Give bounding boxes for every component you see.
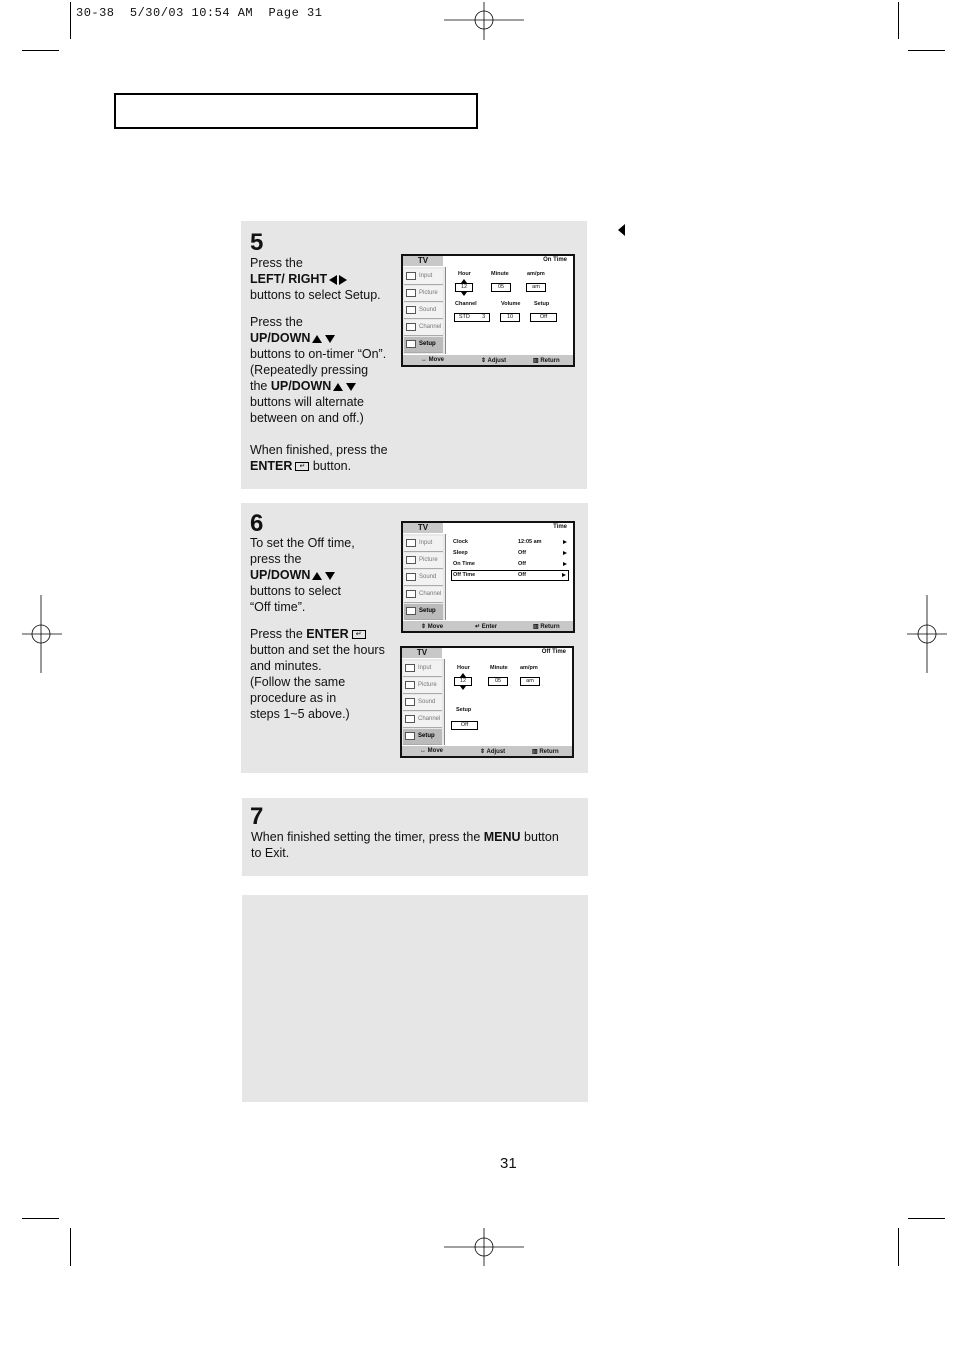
osd-menu-picture: [404, 553, 443, 569]
text-span: When finished setting the timer, press the: [251, 830, 484, 844]
osd-menu-sound: [404, 303, 443, 319]
hint-label: Move: [427, 624, 444, 630]
bold-text: UP/DOWN: [250, 568, 311, 582]
channel-label: Channel: [455, 301, 477, 307]
text-span: the: [250, 379, 271, 393]
text-line: button and set the hours: [250, 643, 385, 657]
hint-label: Return: [540, 624, 560, 630]
tv-label: TV: [402, 648, 442, 658]
text-line: To set the Off time,: [250, 536, 355, 550]
text-line: buttons to select: [250, 584, 342, 598]
enter-hint: ↵ Enter: [475, 624, 498, 630]
step-6-panel: [241, 503, 588, 773]
text-line: steps 1~5 above.): [250, 707, 350, 721]
move-hint: ⇕ Move: [421, 624, 444, 630]
return-hint: ▥ Return: [533, 358, 560, 364]
osd-sidebar: [403, 534, 446, 620]
screen-title: Off Time: [541, 649, 566, 655]
bold-text: UP/DOWN: [270, 379, 332, 393]
menu-label: Picture: [419, 290, 438, 296]
step-number: 6: [250, 510, 264, 537]
hour-label: Hour: [458, 271, 471, 277]
input-icon: [406, 539, 416, 547]
row-value: 12:05 am: [518, 539, 542, 545]
menu-label: Picture: [418, 682, 437, 688]
menu-label: Sound: [418, 699, 436, 705]
input-icon: [405, 664, 415, 672]
hint-label: Move: [427, 748, 444, 754]
text-line: (Follow the same: [250, 675, 346, 689]
text-line: to Exit.: [251, 846, 290, 860]
menu-label: Channel: [418, 716, 441, 722]
step-5-panel: [241, 221, 587, 489]
text-line: [250, 626, 400, 642]
step-7-panel: [242, 798, 588, 876]
minute-field: 05: [488, 677, 508, 686]
row-label: Clock: [453, 539, 468, 545]
text-line: [250, 271, 400, 287]
crop-mark: [22, 1218, 59, 1219]
text-line: buttons to select Setup.: [250, 288, 381, 302]
step-number: 5: [250, 229, 264, 256]
text-line: (Repeatedly pressing: [250, 363, 369, 377]
registration-mark-top: [444, 2, 524, 40]
osd-menu-picture: [403, 678, 442, 694]
setup-icon: [406, 607, 416, 615]
text-span: button: [520, 830, 559, 844]
tv-screen-on-time: [401, 254, 575, 367]
osd-menu-sound: [403, 695, 442, 711]
osd-bottom-bar: [403, 621, 573, 631]
menu-label: Sound: [419, 307, 437, 313]
text-line: buttons to on-timer “On”.: [250, 347, 387, 361]
registration-mark-left: [22, 595, 62, 673]
osd-menu-input: [404, 536, 443, 552]
text-line: Press the: [250, 315, 303, 329]
hint-label: Return: [540, 358, 560, 364]
empty-panel: [242, 895, 588, 1102]
input-icon: [406, 272, 416, 280]
setup-field: Off: [451, 721, 478, 730]
text-line: Press the: [250, 256, 303, 270]
right-arrow-icon: [563, 540, 567, 544]
hour-label: Hour: [457, 665, 470, 671]
text-line: [250, 378, 400, 394]
ampm-label: am/pm: [520, 665, 538, 671]
row-value: Off: [518, 572, 526, 578]
bold-text: MENU: [483, 830, 521, 844]
registration-mark-bottom: [444, 1228, 524, 1266]
ampm-field: am: [526, 283, 546, 292]
crop-mark: [898, 1228, 899, 1266]
menu-label: Picture: [419, 557, 438, 563]
osd-menu-setup: [404, 337, 443, 353]
osd-menu-channel: [404, 587, 443, 603]
screen-title: On Time: [543, 257, 567, 263]
down-arrow-icon: [325, 335, 335, 343]
minute-field: 05: [491, 283, 511, 292]
text-line: [250, 567, 400, 583]
text-span: Press the: [250, 627, 307, 641]
text-line: buttons will alternate: [250, 395, 364, 409]
osd-menu-input: [403, 661, 442, 677]
right-arrow-icon: [563, 551, 567, 555]
menu-row-clock: [451, 538, 569, 547]
step-number: 7: [250, 803, 264, 830]
menu-label: Setup: [419, 608, 436, 614]
title-box: [114, 93, 478, 129]
step-7-text: [251, 829, 586, 861]
osd-menu-setup: [403, 729, 442, 745]
down-arrow-icon: [346, 383, 356, 391]
row-value: Off: [518, 550, 526, 556]
move-hint: ↔ Move: [420, 748, 444, 754]
row-label: Sleep: [453, 550, 468, 556]
setup-icon: [405, 732, 415, 740]
text-line: press the: [250, 552, 302, 566]
step-5-text: [250, 255, 400, 474]
enter-icon: ↵: [295, 462, 309, 471]
registration-mark-right: [907, 595, 947, 673]
hour-field: 12: [455, 283, 473, 292]
tv-screen-off-time: [400, 646, 574, 758]
row-label: Off Time: [453, 572, 476, 578]
hint-label: Enter: [481, 624, 498, 630]
volume-label: Volume: [501, 301, 521, 307]
volume-field: 10: [500, 313, 520, 322]
menu-label: Channel: [419, 324, 442, 330]
hint-label: Adjust: [487, 358, 507, 364]
menu-label: Input: [419, 273, 433, 279]
hint-label: Return: [539, 749, 559, 755]
menu-label: Setup: [418, 733, 435, 739]
osd-menu-input: [404, 269, 443, 285]
text-line: When finished, press the: [250, 443, 388, 457]
crop-mark: [22, 50, 59, 51]
return-hint: ▥ Return: [533, 624, 560, 630]
down-arrow-icon: [460, 686, 466, 690]
bold-text: UP/DOWN: [250, 331, 311, 345]
menu-label: Sound: [419, 574, 437, 580]
ampm-field: am: [520, 677, 540, 686]
down-arrow-icon: [461, 292, 467, 296]
adjust-hint: ⇕ Adjust: [480, 749, 506, 755]
osd-sidebar: [402, 659, 445, 745]
sound-icon: [406, 573, 416, 581]
menu-label: Input: [419, 540, 433, 546]
setup-field: Off: [530, 313, 557, 322]
hour-field: 12: [454, 677, 472, 686]
left-arrow-icon: [329, 275, 337, 285]
step-6-text: [250, 535, 400, 722]
left-arrow-icon: [618, 224, 625, 236]
up-arrow-icon: [333, 383, 343, 391]
crop-mark: [908, 50, 945, 51]
adjust-hint: ⇕ Adjust: [481, 358, 507, 364]
minute-label: Minute: [491, 271, 509, 277]
menu-label: Input: [418, 665, 432, 671]
text-line: and minutes.: [250, 659, 322, 673]
text-line: procedure as in: [250, 691, 337, 705]
page-number: 31: [500, 1155, 517, 1172]
antenna-icon: [405, 715, 415, 723]
text-line: [250, 458, 400, 474]
sound-icon: [405, 698, 415, 706]
bold-text: ENTER: [306, 627, 349, 641]
menu-row-sleep: [451, 549, 569, 558]
up-arrow-icon: [312, 572, 322, 580]
text-span: button.: [312, 459, 352, 473]
right-arrow-icon: [562, 573, 566, 577]
menu-label: Channel: [419, 591, 442, 597]
osd-menu-picture: [404, 286, 443, 302]
osd-menu-channel: [403, 712, 442, 728]
sound-icon: [406, 306, 416, 314]
osd-bottom-bar: [403, 355, 573, 365]
text-line: “Off time”.: [250, 600, 306, 614]
osd-bottom-bar: [402, 746, 572, 756]
bold-text: LEFT/ RIGHT: [250, 272, 328, 286]
tv-screen-time: [401, 521, 575, 633]
tv-label: TV: [403, 256, 443, 266]
right-arrow-icon: [339, 275, 347, 285]
setup-label: Setup: [534, 301, 550, 307]
up-arrow-icon: [312, 335, 322, 343]
channel-field: STD 3: [454, 313, 490, 322]
row-label: On Time: [453, 561, 475, 567]
picture-icon: [405, 681, 415, 689]
picture-icon: [406, 289, 416, 297]
down-arrow-icon: [325, 572, 335, 580]
crop-mark: [70, 1228, 71, 1266]
picture-icon: [406, 556, 416, 564]
hint-label: Move: [428, 357, 445, 363]
row-value: Off: [518, 561, 526, 567]
ampm-label: am/pm: [527, 271, 545, 277]
crop-mark: [898, 2, 899, 39]
menu-label: Setup: [419, 341, 436, 347]
enter-icon: ↵: [352, 630, 366, 639]
right-arrow-icon: [563, 562, 567, 566]
setup-label: Setup: [456, 707, 472, 713]
menu-row-off-time: [451, 570, 569, 581]
print-slug: 30-38 5/30/03 10:54 AM Page 31: [76, 6, 323, 20]
minute-label: Minute: [490, 665, 508, 671]
screen-title: Time: [553, 524, 567, 530]
bold-text: ENTER: [250, 459, 293, 473]
osd-menu-setup: [404, 604, 443, 620]
osd-menu-channel: [404, 320, 443, 336]
text-line: [250, 330, 400, 346]
hint-label: Adjust: [486, 749, 506, 755]
crop-mark: [70, 2, 71, 39]
menu-row-on-time: [451, 560, 569, 569]
move-hint: ↔ Move: [421, 357, 445, 363]
osd-sidebar: [403, 267, 446, 354]
return-hint: ▥ Return: [532, 749, 559, 755]
text-line: [251, 829, 586, 845]
antenna-icon: [406, 323, 416, 331]
text-line: between on and off.): [250, 411, 364, 425]
antenna-icon: [406, 590, 416, 598]
osd-menu-sound: [404, 570, 443, 586]
crop-mark: [908, 1218, 945, 1219]
setup-icon: [406, 340, 416, 348]
tv-label: TV: [403, 523, 443, 533]
